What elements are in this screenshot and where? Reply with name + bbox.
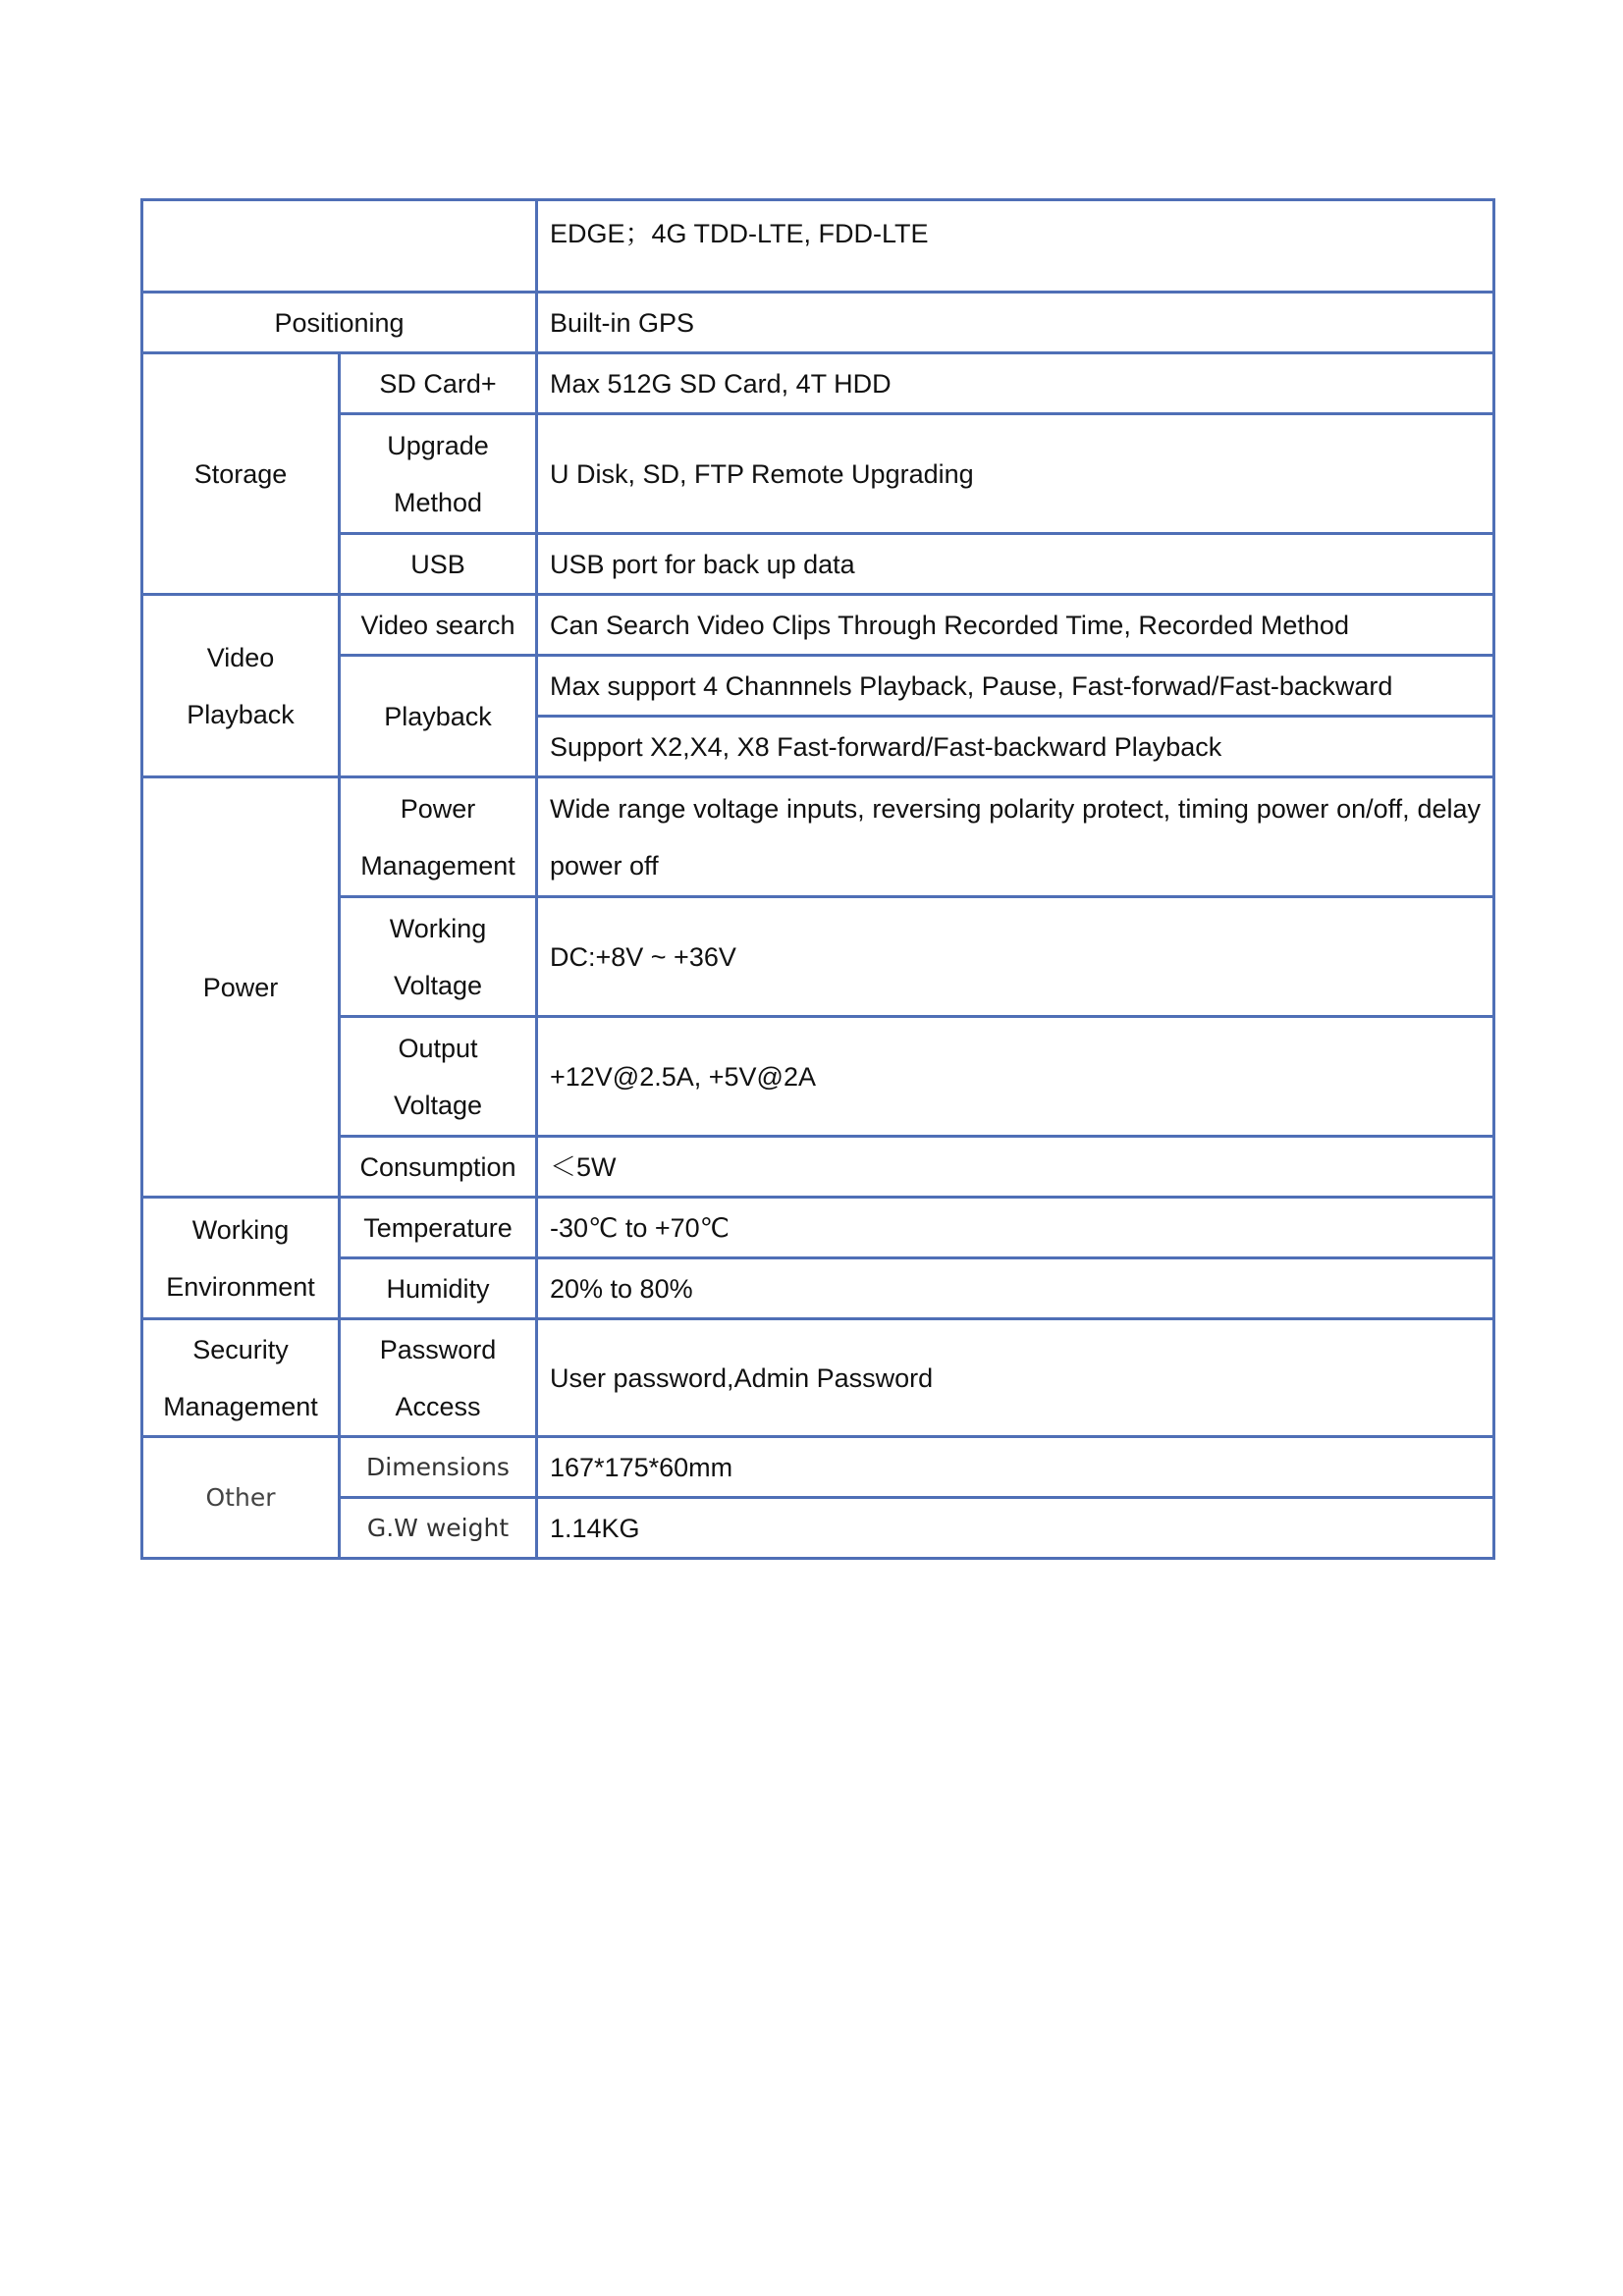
consumption-label: Consumption bbox=[340, 1137, 537, 1198]
playback-value-1: Max support 4 Channnels Playback, Pause, Fast-forwad/Fast-backward bbox=[537, 656, 1494, 717]
consumption-value: ＜5W bbox=[537, 1137, 1494, 1198]
table-row-upgrade-method bbox=[142, 414, 1494, 534]
video-search-label: Video search bbox=[340, 595, 537, 656]
table-row-network-cont bbox=[142, 200, 1494, 293]
table-row-consumption bbox=[142, 1137, 1494, 1198]
table-row-temperature bbox=[142, 1198, 1494, 1258]
table-row-power-management bbox=[142, 777, 1494, 897]
table-row-dimensions bbox=[142, 1437, 1494, 1498]
table-row-humidity bbox=[142, 1258, 1494, 1319]
sd-card-value: Max 512G SD Card, 4T HDD bbox=[537, 353, 1494, 414]
video-playback-label: Video Playback bbox=[142, 595, 340, 777]
humidity-label: Humidity bbox=[340, 1258, 537, 1319]
password-access-label: Password Access bbox=[340, 1319, 537, 1437]
gw-weight-value: 1.14KG bbox=[537, 1498, 1494, 1559]
table-row-playback-1 bbox=[142, 656, 1494, 717]
security-management-label: Security Management bbox=[142, 1319, 340, 1437]
gw-weight-label: G.W weight bbox=[340, 1498, 537, 1559]
working-environment-label: Working Environment bbox=[142, 1198, 340, 1319]
usb-value: USB port for back up data bbox=[537, 534, 1494, 595]
usb-label: USB bbox=[340, 534, 537, 595]
table-row-working-voltage bbox=[142, 897, 1494, 1017]
output-voltage-label: Output Voltage bbox=[340, 1017, 537, 1137]
other-label: Other bbox=[142, 1437, 340, 1559]
positioning-value: Built-in GPS bbox=[537, 293, 1494, 353]
playback-label: Playback bbox=[340, 656, 537, 777]
power-management-label: Power Management bbox=[340, 777, 537, 897]
temperature-label: Temperature bbox=[340, 1198, 537, 1258]
output-voltage-value: +12V@2.5A, +5V@2A bbox=[537, 1017, 1494, 1137]
network-value: EDGE；4G TDD-LTE, FDD-LTE bbox=[537, 200, 1494, 293]
power-management-value: Wide range voltage inputs, reversing polarity protect, timing power on/off, delay power off bbox=[537, 777, 1494, 897]
table-row-sd-card bbox=[142, 353, 1494, 414]
table-row-usb bbox=[142, 534, 1494, 595]
table-row-gw-weight bbox=[142, 1498, 1494, 1559]
upgrade-method-value: U Disk, SD, FTP Remote Upgrading bbox=[537, 414, 1494, 534]
table-row-output-voltage bbox=[142, 1017, 1494, 1137]
power-label: Power bbox=[142, 777, 340, 1198]
table-row-password-access bbox=[142, 1319, 1494, 1437]
dimensions-label: Dimensions bbox=[340, 1437, 537, 1498]
video-search-value: Can Search Video Clips Through Recorded Time, Recorded Method bbox=[537, 595, 1494, 656]
upgrade-method-label: Upgrade Method bbox=[340, 414, 537, 534]
temperature-value: -30℃ to +70℃ bbox=[537, 1198, 1494, 1258]
password-access-value: User password,Admin Password bbox=[537, 1319, 1494, 1437]
dimensions-value: 167*175*60mm bbox=[537, 1437, 1494, 1498]
humidity-value: 20% to 80% bbox=[537, 1258, 1494, 1319]
network-label-empty bbox=[142, 200, 537, 293]
table-row-positioning bbox=[142, 293, 1494, 353]
sd-card-label: SD Card+ bbox=[340, 353, 537, 414]
working-voltage-value: DC:+8V ~ +36V bbox=[537, 897, 1494, 1017]
storage-label: Storage bbox=[142, 353, 340, 595]
table-row-video-search bbox=[142, 595, 1494, 656]
playback-value-2: Support X2,X4, X8 Fast-forward/Fast-backward Playback bbox=[537, 717, 1494, 777]
positioning-label: Positioning bbox=[142, 293, 537, 353]
working-voltage-label: Working Voltage bbox=[340, 897, 537, 1017]
spec-table bbox=[140, 198, 1495, 1560]
